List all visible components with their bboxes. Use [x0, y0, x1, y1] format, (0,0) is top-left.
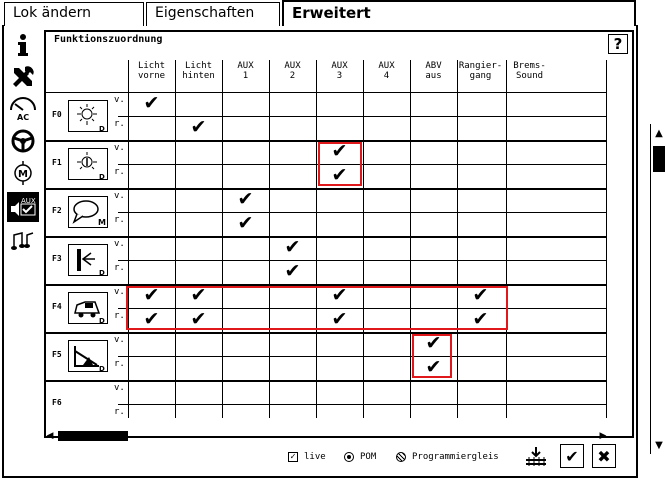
- column-header: [269, 60, 316, 118]
- check-icon: ✔: [331, 284, 348, 306]
- horizontal-scroll-thumb[interactable]: [58, 431, 128, 441]
- direction-reverse-label: r.: [114, 167, 125, 177]
- mapping-cell-checked[interactable]: [128, 284, 175, 307]
- check-icon: ✔: [190, 284, 207, 306]
- function-label: F0: [52, 110, 62, 119]
- sidebar-item-drive[interactable]: [7, 126, 39, 156]
- panel-title: Funktionszuordnung: [54, 34, 163, 45]
- mapping-cell-checked[interactable]: [457, 308, 504, 331]
- check-icon: ✔: [143, 92, 160, 114]
- scroll-left-icon[interactable]: ◀: [46, 431, 54, 441]
- sidebar-item-speed[interactable]: [7, 94, 39, 124]
- grid-vline: [222, 60, 223, 418]
- column-header: [363, 60, 410, 118]
- svg-text:D: D: [99, 173, 105, 181]
- sidebar-item-info[interactable]: [7, 30, 39, 60]
- check-icon: ✔: [331, 140, 348, 162]
- direction-forward-label: v.: [114, 239, 125, 249]
- direction-reverse-label: r.: [114, 119, 125, 129]
- speech-bubble-icon[interactable]: [68, 196, 108, 228]
- write-to-track-button[interactable]: [524, 444, 548, 468]
- function-label: F2: [52, 206, 62, 215]
- mapping-cell-checked[interactable]: [410, 356, 457, 379]
- grid-hline: [46, 332, 606, 334]
- grid-hline: [46, 236, 606, 238]
- column-header-line1: Licht: [137, 61, 166, 71]
- check-icon: ✔: [425, 356, 442, 378]
- function-label: F5: [52, 350, 62, 359]
- sidebar-item-sound[interactable]: [7, 226, 39, 256]
- tab-eigenschaften[interactable]: Eigenschaften: [146, 2, 280, 26]
- column-header-line2: 2: [289, 71, 296, 81]
- column-header-line1: AUX: [237, 61, 254, 71]
- function-label: F4: [52, 302, 62, 311]
- direction-reverse-label: r.: [114, 263, 125, 273]
- svg-text:D: D: [99, 317, 105, 325]
- column-header-line1: Licht: [184, 61, 213, 71]
- column-header-line2: hinten: [182, 71, 215, 81]
- programming-track-radio[interactable]: [396, 452, 406, 462]
- live-checkbox[interactable]: ✓: [288, 452, 298, 462]
- check-icon: ✔: [190, 116, 207, 138]
- check-icon: ✔: [284, 236, 301, 258]
- mapping-cell-checked[interactable]: [457, 284, 504, 307]
- column-header-line1: ABV: [425, 61, 442, 71]
- grid-vline: [363, 60, 364, 418]
- column-header-line2: vorne: [137, 71, 166, 81]
- function-mapping-panel: [44, 30, 663, 451]
- scroll-down-icon[interactable]: ▼: [655, 439, 663, 451]
- programming-track-option[interactable]: [396, 452, 499, 462]
- function-label: F6: [52, 398, 62, 407]
- motor-icon: [12, 160, 34, 186]
- svg-text:D: D: [99, 125, 105, 133]
- mapping-cell-checked[interactable]: [316, 308, 363, 331]
- column-header-line1: AUX: [284, 61, 301, 71]
- column-header-line2: gang: [469, 71, 492, 81]
- write-track-icon: [524, 445, 548, 467]
- locomotive-icon[interactable]: [68, 292, 108, 324]
- grid-vline: [175, 60, 176, 418]
- grid-hline: [118, 404, 606, 405]
- grid-vline: [316, 60, 317, 418]
- grid-hline: [46, 380, 606, 382]
- pom-option[interactable]: [344, 452, 376, 462]
- cancel-button[interactable]: ✖: [592, 444, 616, 468]
- column-header-line2: 4: [383, 71, 390, 81]
- svg-text:AC: AC: [17, 113, 30, 122]
- column-header: [457, 60, 504, 118]
- check-icon: ✔: [284, 260, 301, 282]
- direction-reverse-label: r.: [114, 359, 125, 369]
- column-header-line1: Rangier-: [458, 61, 503, 71]
- svg-text:M: M: [98, 218, 106, 227]
- pom-radio[interactable]: [344, 452, 354, 462]
- check-icon: ✔: [190, 308, 207, 330]
- mapping-cell-checked[interactable]: [269, 236, 316, 259]
- direction-forward-label: v.: [114, 383, 125, 393]
- grid-hline: [118, 212, 606, 213]
- mapping-cell-checked[interactable]: [175, 308, 222, 331]
- tab-erweitert[interactable]: Erweitert: [282, 0, 636, 26]
- coupler-icon[interactable]: [68, 244, 108, 276]
- scroll-up-icon[interactable]: ▲: [655, 127, 663, 139]
- direction-reverse-label: r.: [114, 407, 125, 417]
- column-header: [410, 60, 457, 118]
- mapping-cell-checked[interactable]: [269, 260, 316, 283]
- mapping-cell-checked[interactable]: [222, 212, 269, 235]
- sound-icon: [10, 229, 36, 253]
- check-icon: ✔: [331, 164, 348, 186]
- ok-button[interactable]: ✔: [560, 444, 584, 468]
- function-label: F3: [52, 254, 62, 263]
- mapping-cell-checked[interactable]: [175, 116, 222, 139]
- light-icon[interactable]: [68, 100, 108, 132]
- column-header-line1: Brems-: [513, 61, 546, 71]
- svg-text:D: D: [99, 365, 105, 373]
- tools-icon: [10, 64, 36, 90]
- help-button[interactable]: ?: [608, 34, 628, 54]
- direction-reverse-label: r.: [114, 311, 125, 321]
- grid-vline: [606, 60, 607, 418]
- mapping-cell-checked[interactable]: [222, 188, 269, 211]
- pom-label: POM: [360, 452, 377, 462]
- mapping-cell-checked[interactable]: [316, 284, 363, 307]
- check-icon: ✔: [331, 308, 348, 330]
- check-icon: ✔: [237, 188, 254, 210]
- vertical-scroll-thumb[interactable]: [653, 146, 665, 172]
- tab-lok-aendern[interactable]: Lok ändern: [4, 2, 144, 26]
- column-header: [506, 60, 553, 118]
- sidebar-item-motor[interactable]: [7, 158, 39, 188]
- grid-hline: [118, 260, 606, 261]
- steering-wheel-icon: [11, 129, 35, 153]
- light-variant-icon[interactable]: [68, 148, 108, 180]
- check-icon: ✔: [425, 332, 442, 354]
- direction-forward-label: v.: [114, 287, 125, 297]
- grid-hline: [46, 188, 606, 190]
- grid-vline: [457, 60, 458, 418]
- check-icon: ✔: [237, 212, 254, 234]
- column-header-line2: aus: [425, 71, 442, 81]
- info-icon: [12, 32, 34, 58]
- column-header-line2: 1: [242, 71, 249, 81]
- check-icon: ✔: [472, 308, 489, 330]
- check-icon: ✔: [472, 284, 489, 306]
- tab-bar: [0, 0, 640, 26]
- direction-reverse-label: r.: [114, 215, 125, 225]
- direction-forward-label: v.: [114, 95, 125, 105]
- direction-forward-label: v.: [114, 143, 125, 153]
- scroll-right-icon[interactable]: ▶: [599, 431, 607, 441]
- grid-hline: [118, 356, 606, 357]
- direction-forward-label: v.: [114, 335, 125, 345]
- horizontal-scrollbar[interactable]: [44, 430, 609, 442]
- live-option[interactable]: [288, 452, 326, 462]
- mapping-cell-checked[interactable]: [175, 284, 222, 307]
- sidebar-item-aux[interactable]: [7, 192, 39, 222]
- column-header-line1: AUX: [378, 61, 395, 71]
- mapping-cell-checked[interactable]: [128, 308, 175, 331]
- sidebar: [5, 30, 41, 470]
- column-header: [316, 60, 363, 118]
- svg-text:D: D: [99, 269, 105, 277]
- bottom-bar: [0, 444, 640, 470]
- sidebar-item-tools[interactable]: [7, 62, 39, 92]
- vertical-scrollbar[interactable]: [650, 124, 666, 454]
- column-header: [175, 60, 222, 118]
- column-header-line1: AUX: [331, 61, 348, 71]
- direction-forward-label: v.: [114, 191, 125, 201]
- check-icon: ✔: [143, 284, 160, 306]
- column-header-line2: 3: [336, 71, 343, 81]
- svg-text:AUX: AUX: [21, 197, 36, 205]
- speedometer-ac-icon: [9, 96, 37, 122]
- shunting-icon[interactable]: [68, 340, 108, 372]
- column-header: [222, 60, 269, 118]
- grid-vline: [506, 60, 507, 418]
- svg-text:M: M: [18, 169, 28, 180]
- check-icon: ✔: [143, 308, 160, 330]
- mapping-cell-checked[interactable]: [128, 92, 175, 115]
- mapping-cell-checked[interactable]: [410, 332, 457, 355]
- programming-track-label: Programmiergleis: [412, 452, 499, 462]
- live-label: live: [304, 452, 326, 462]
- column-header-line2: Sound: [515, 71, 544, 81]
- function-label: F1: [52, 158, 62, 167]
- mapping-cell-checked[interactable]: [316, 164, 363, 187]
- mapping-cell-checked[interactable]: [316, 140, 363, 163]
- aux-function-icon: [9, 194, 37, 220]
